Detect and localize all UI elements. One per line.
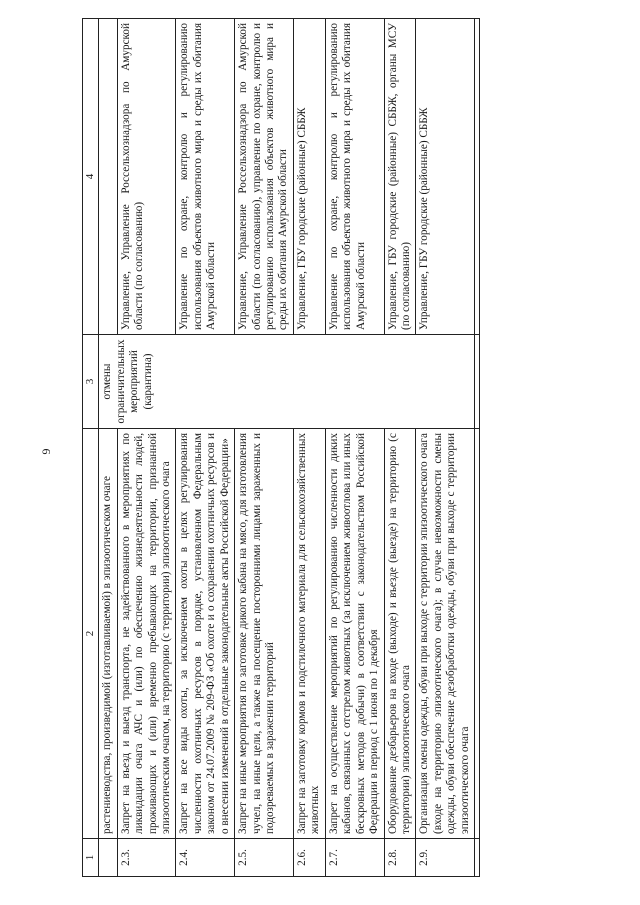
responsible-cell: Управление, ГБУ городские (районные) СББЖ <box>416 19 475 335</box>
row-number: 2.7. <box>325 839 384 877</box>
header-cell-2: 2 <box>83 429 99 839</box>
responsible-cell: Управление, ГБУ городские (районные) СББЖ, органы МСУ (по согласованию) <box>384 19 416 335</box>
header-row <box>83 19 99 877</box>
table-row <box>99 19 117 877</box>
table-row <box>117 19 176 877</box>
responsible-cell: Управление по охране, контролю и регулированию использования объектов животного мира и среды их обитания Амурской области <box>176 19 235 335</box>
measure-text: Запрет на осуществление мероприятий по регулированию численности диких кабанов, связанных с отстрелом животных (за исключением живоотлова или иных бескровных методов добычи) в соответствии с законодательством Российской Федерации в период с 1 июня по 1 декабря <box>325 429 384 839</box>
row-number: 2.9. <box>416 839 475 877</box>
table-row <box>384 19 416 877</box>
responsible-cell: Управление по охране, контролю и регулированию использования объектов животного мира и среды их обитания Амурской области <box>325 19 384 335</box>
deadline-cell <box>475 335 480 429</box>
row-number: 2.4. <box>176 839 235 877</box>
header-cell-4: 4 <box>83 19 99 335</box>
responsible-cell <box>475 19 480 335</box>
deadline-cell: отмены ограничительных мероприятий (карантина) <box>99 335 475 429</box>
responsible-cell: Управление, Управление Россельхознадзора по Амурской области (по согласованию), управление по охране, контролю и регулированию использования объектов животного мира и среды их обитания Амурской области <box>235 19 294 335</box>
measure-text: Организация смены одежды, обуви при выходе с территории эпизоотического очага (входе на территорию эпизоотического очага); в случае невозможности смены одежды, обуви обеспечение дезобработки одежды, обуви при выходе с территории эпизоотического очага <box>416 429 475 839</box>
table-row <box>325 19 384 877</box>
table-row <box>293 19 325 877</box>
row-number: 2.3. <box>117 839 176 877</box>
measure-text: растениеводства, произведимой (изготавливаемой) в эпизоотическом очаге <box>99 429 117 839</box>
measures-table <box>82 18 480 877</box>
table-row <box>475 19 480 877</box>
measure-text: Запрет на заготовку кормов и подстилочного материала для сельскохозяйственных животных <box>293 429 325 839</box>
measure-text: Запрет на въезд и выезд транспорта, не задействованного в мероприятиях по ликвидации очага АЧС и (или) по обеспечению жизнедеятельности людей, проживающих и (или) временно пребывающих на территории, признанной эпизоотическим очагом, на территорию (с территории) эпизоотического очага <box>117 429 176 839</box>
header-cell-3: 3 <box>83 335 99 429</box>
responsible-cell: Управление, ГБУ городские (районные) СББЖ <box>293 19 325 335</box>
header-cell-1: 1 <box>83 839 99 877</box>
row-number <box>475 839 480 877</box>
table-row <box>176 19 235 877</box>
page-number: 6 <box>39 448 54 455</box>
responsible-cell: Управление, Управление Россельхознадзора по Амурской области (по согласованию) <box>117 19 176 335</box>
table-row <box>416 19 475 877</box>
measure-text <box>475 429 480 839</box>
row-number: 2.8. <box>384 839 416 877</box>
measure-text: Оборудование дезбарьеров на входе (выходе) и въезде (выезде) на территорию (с территории) эпизоотического очага <box>384 429 416 839</box>
row-number: 2.6. <box>293 839 325 877</box>
responsible-cell <box>99 19 117 335</box>
table-row <box>235 19 294 877</box>
row-number <box>99 839 117 877</box>
measure-text: Запрет на все виды охоты, за исключением охоты в целях регулирования численности охотничьих ресурсов в порядке, установленном Федеральным законом от 24.07.2009 № 209-ФЗ «Об охоте и о сохранении охотничьих ресурсов и о внесении изменений в отдельные законодательные акты Российской Федерации» <box>176 429 235 839</box>
rotated-page-content <box>82 19 624 877</box>
measure-text: Запрет на иные мероприятия по заготовке дикого кабана на мясо, для изготовления чучел, на иные цели, а также на посещение посторонними лицами зараженных и подозреваемых в заражении территорий <box>235 429 294 839</box>
row-number: 2.5. <box>235 839 294 877</box>
